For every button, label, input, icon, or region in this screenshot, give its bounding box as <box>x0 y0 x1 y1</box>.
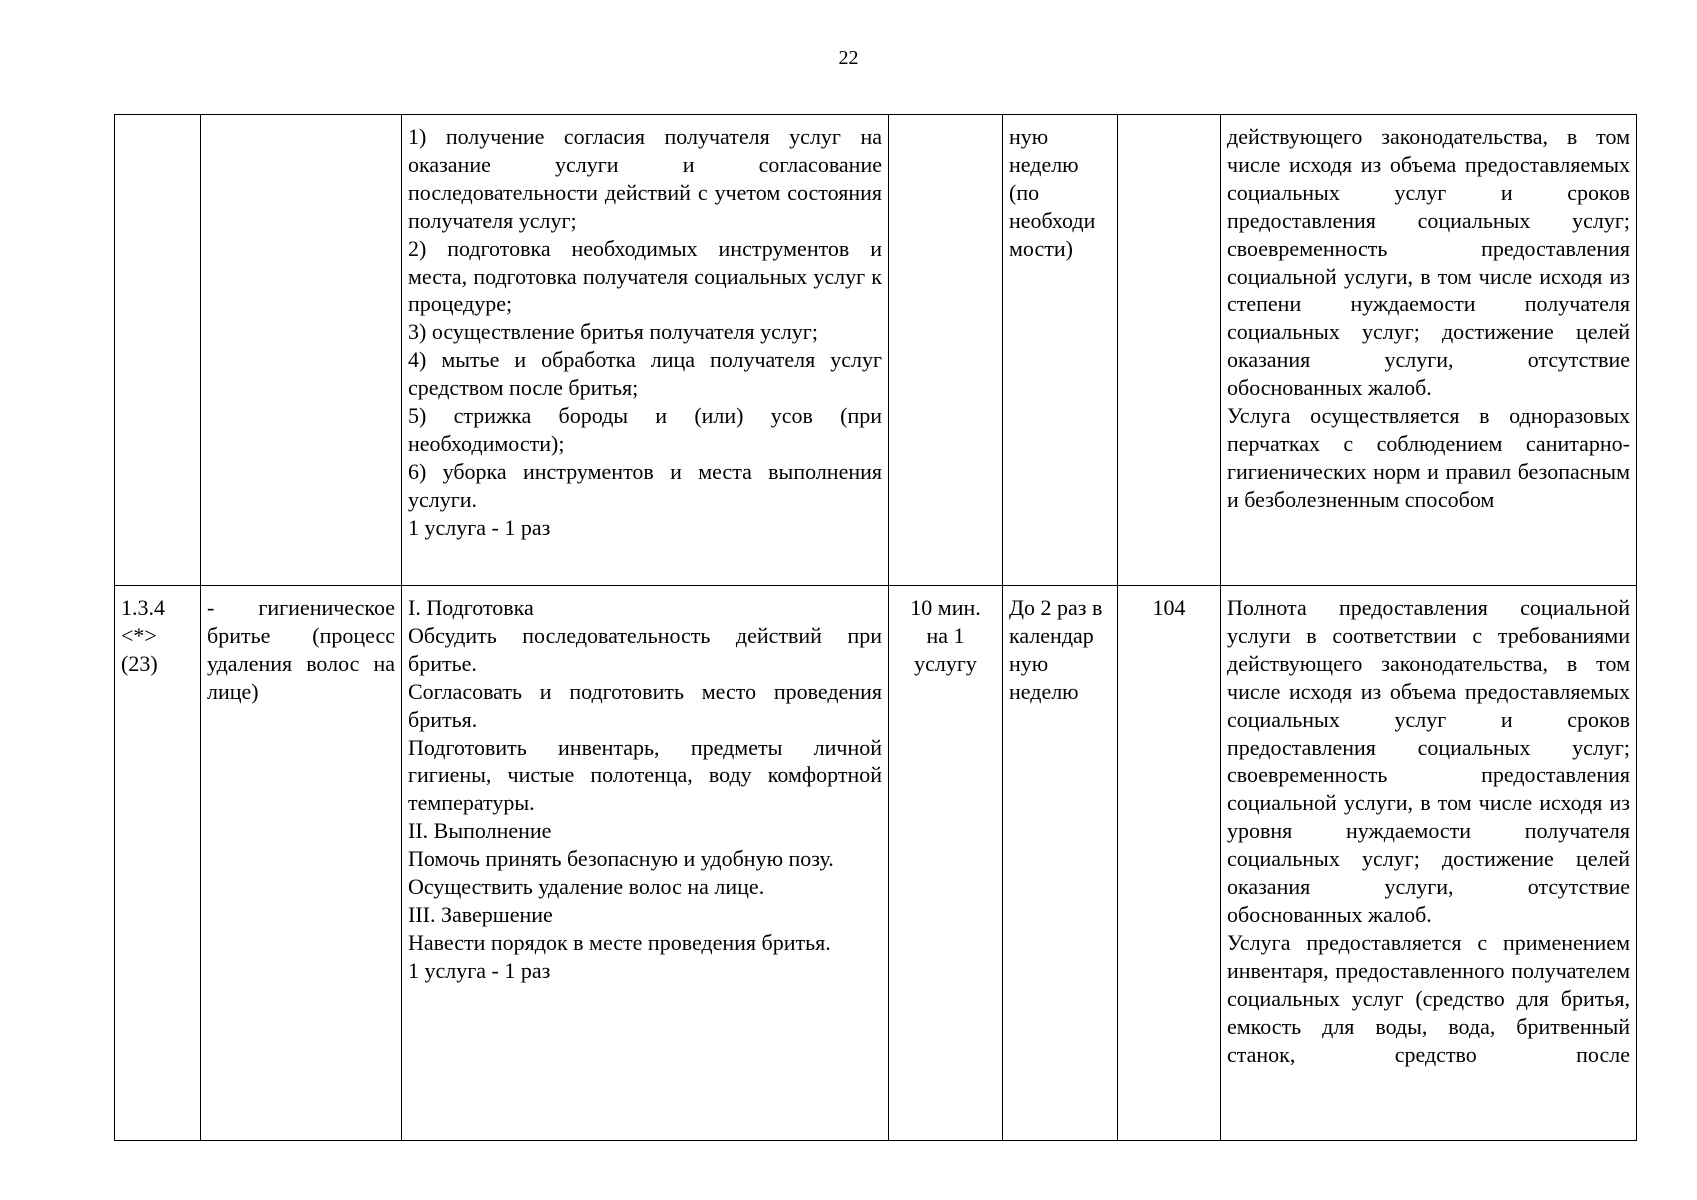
conditions-paragraph: Полнота предоставления социальной услуги в соответствии с требованиями действующего законодательства, в том числе исходя из объема предоставляемых социальных услуг и сроков предоставления социальных услуг; своевременность предоставления социальной услуги, в том числе исходя из уровня нуждаемости получателя социальных услуг; достижение целей оказания услуги, отсутствие обоснованных жалоб. <box>1227 595 1630 927</box>
cell-number <box>115 586 201 1141</box>
content-line: Помочь принять безопасную и удобную позу. <box>408 846 834 872</box>
cell-number <box>115 115 201 586</box>
conditions-paragraph: Услуга предоставляется с применением инвентаря, предоставленного получателем социальных услуг (средство для бритья, емкость для воды, вода, бритвенный станок, средство после <box>1227 929 1630 1067</box>
conditions-paragraph: действующего законодательства, в том числе исходя из объема предоставляемых социальных услуг и сроков предоставления социальных услуг; своевременность предоставления социальной услуги, в том числе исходя из степени нуждаемости получателя социальных услуг; достижение целей оказания услуги, отсутствие обоснованных жалоб. <box>1227 124 1630 401</box>
content-line: 6) уборка инструментов и места выполнения услуги. <box>408 458 882 512</box>
frequency-line: мости) <box>1009 235 1073 261</box>
time-line: 10 мин. <box>910 595 981 620</box>
services-table <box>114 114 1637 1141</box>
cell-frequency <box>1003 586 1118 1141</box>
frequency-line: До 2 раз в <box>1009 595 1103 620</box>
content-line: Обсудить последовательность действий при бритье. <box>408 622 882 676</box>
cell-service-name <box>201 586 402 1141</box>
content-line: 4) мытье и обработка лица получателя услуг средством после бритья; <box>408 347 882 401</box>
frequency-line: (по <box>1009 179 1040 205</box>
number-line: 1.3.4 <box>121 595 165 620</box>
frequency-line: необходи <box>1009 207 1096 233</box>
frequency-line: ную <box>1009 124 1049 149</box>
number-line: <*> <box>121 622 157 648</box>
time-line: на 1 <box>926 622 965 648</box>
content-line: 5) стрижка бороды и (или) усов (при необходимости); <box>408 403 882 456</box>
content-line: II. Выполнение <box>408 818 552 844</box>
frequency-line: неделю <box>1009 678 1079 704</box>
table-row <box>115 115 1637 586</box>
cell-quality-conditions <box>1221 586 1637 1141</box>
cell-time-norm <box>889 115 1003 586</box>
content-line: Осуществить удаление волос на лице. <box>408 874 765 900</box>
cell-quality-conditions <box>1221 115 1637 586</box>
frequency-line: неделю <box>1009 151 1079 177</box>
cell-tariff: 104 <box>1118 586 1221 1141</box>
cell-time-norm <box>889 586 1003 1141</box>
cell-service-content <box>402 586 889 1141</box>
frequency-line: календар <box>1009 622 1094 648</box>
content-line: 1 услуга - 1 раз <box>408 957 551 983</box>
content-line: III. Завершение <box>408 901 553 927</box>
cell-frequency <box>1003 115 1118 586</box>
table-row <box>115 586 1637 1141</box>
service-name: - гигиеническое бритье (процесс удаления волос на лице) <box>207 595 395 704</box>
number-line: (23) <box>121 650 158 676</box>
content-line: 3) осуществление бритья получателя услуг; <box>408 319 818 345</box>
time-line: услугу <box>914 650 977 676</box>
page-number: 22 <box>838 47 859 69</box>
content-line: Согласовать и подготовить место проведения бритья. <box>408 678 882 732</box>
content-line: 1 услуга - 1 раз <box>408 514 551 540</box>
content-line: I. Подготовка <box>408 595 534 620</box>
conditions-paragraph: Услуга осуществляется в одноразовых перчатках с соблюдением санитарно-гигиенических норм и правил безопасным и безболезненным способом <box>1227 403 1630 512</box>
content-line: Навести порядок в месте проведения бритья. <box>408 929 831 955</box>
content-line: Подготовить инвентарь, предметы личной гигиены, чистые полотенца, воду комфортной температуры. <box>408 734 882 816</box>
content-line: 2) подготовка необходимых инструментов и места, подготовка получателя социальных услуг к процедуре; <box>408 235 882 317</box>
cell-tariff <box>1118 115 1221 586</box>
content-line: 1) получение согласия получателя услуг на оказание услуги и согласование последовательности действий с учетом состояния получателя услуг; <box>408 124 882 233</box>
cell-service-name <box>201 115 402 586</box>
cell-service-content <box>402 115 889 586</box>
frequency-line: ную <box>1009 650 1049 676</box>
